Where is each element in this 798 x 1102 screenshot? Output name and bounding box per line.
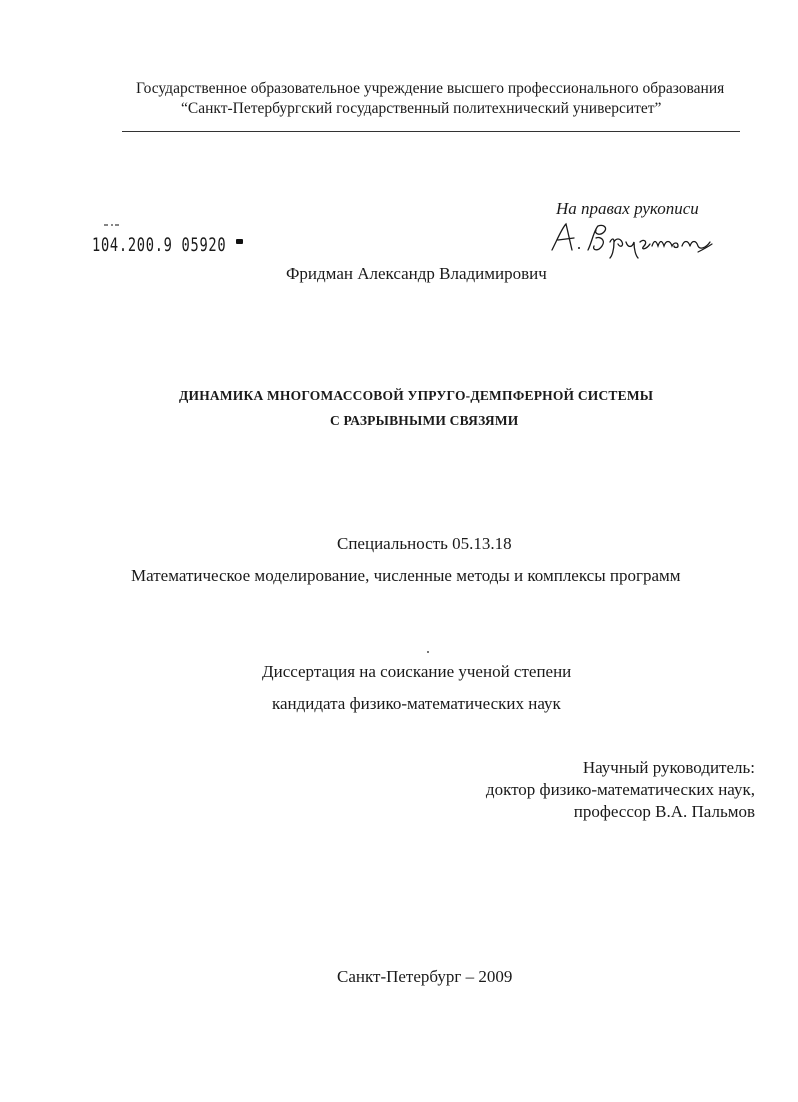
author-name: Фридман Александр Владимирович: [286, 264, 547, 283]
specialty-code: Специальность 05.13.18: [337, 534, 512, 553]
author-signature: [548, 220, 718, 260]
degree-line-2: кандидата физико-математических наук: [272, 694, 561, 713]
registry-dot: [236, 239, 243, 244]
header-divider: [122, 131, 740, 132]
supervisor-title: доктор физико-математических наук,: [485, 780, 755, 799]
institution-line-2: “Санкт-Петербургский государственный политехнический университет”: [181, 100, 662, 117]
city-year: Санкт-Петербург – 2009: [337, 967, 513, 986]
institution-line-1: Государственное образовательное учреждение высшего профессионального образования: [136, 80, 725, 97]
specialty-name: Математическое моделирование, численные методы и комплексы программ: [131, 566, 681, 585]
supervisor-name: профессор В.А. Пальмов: [573, 802, 755, 821]
degree-line-1: Диссертация на соискание ученой степени: [262, 662, 572, 681]
dissertation-title-line-2: С РАЗРЫВНЫМИ СВЯЗЯМИ: [330, 413, 519, 428]
supervisor-label: Научный руководитель:: [582, 758, 755, 777]
registry-mark-icon: [104, 222, 120, 228]
scan-speck: [427, 651, 429, 653]
registry-number: 104.200.9 05920: [92, 234, 227, 256]
rights-note: На правах рукописи: [556, 199, 699, 218]
dissertation-title-line-1: ДИНАМИКА МНОГОМАССОВОЙ УПРУГО-ДЕМПФЕРНОЙ СИСТЕМЫ: [179, 388, 654, 403]
